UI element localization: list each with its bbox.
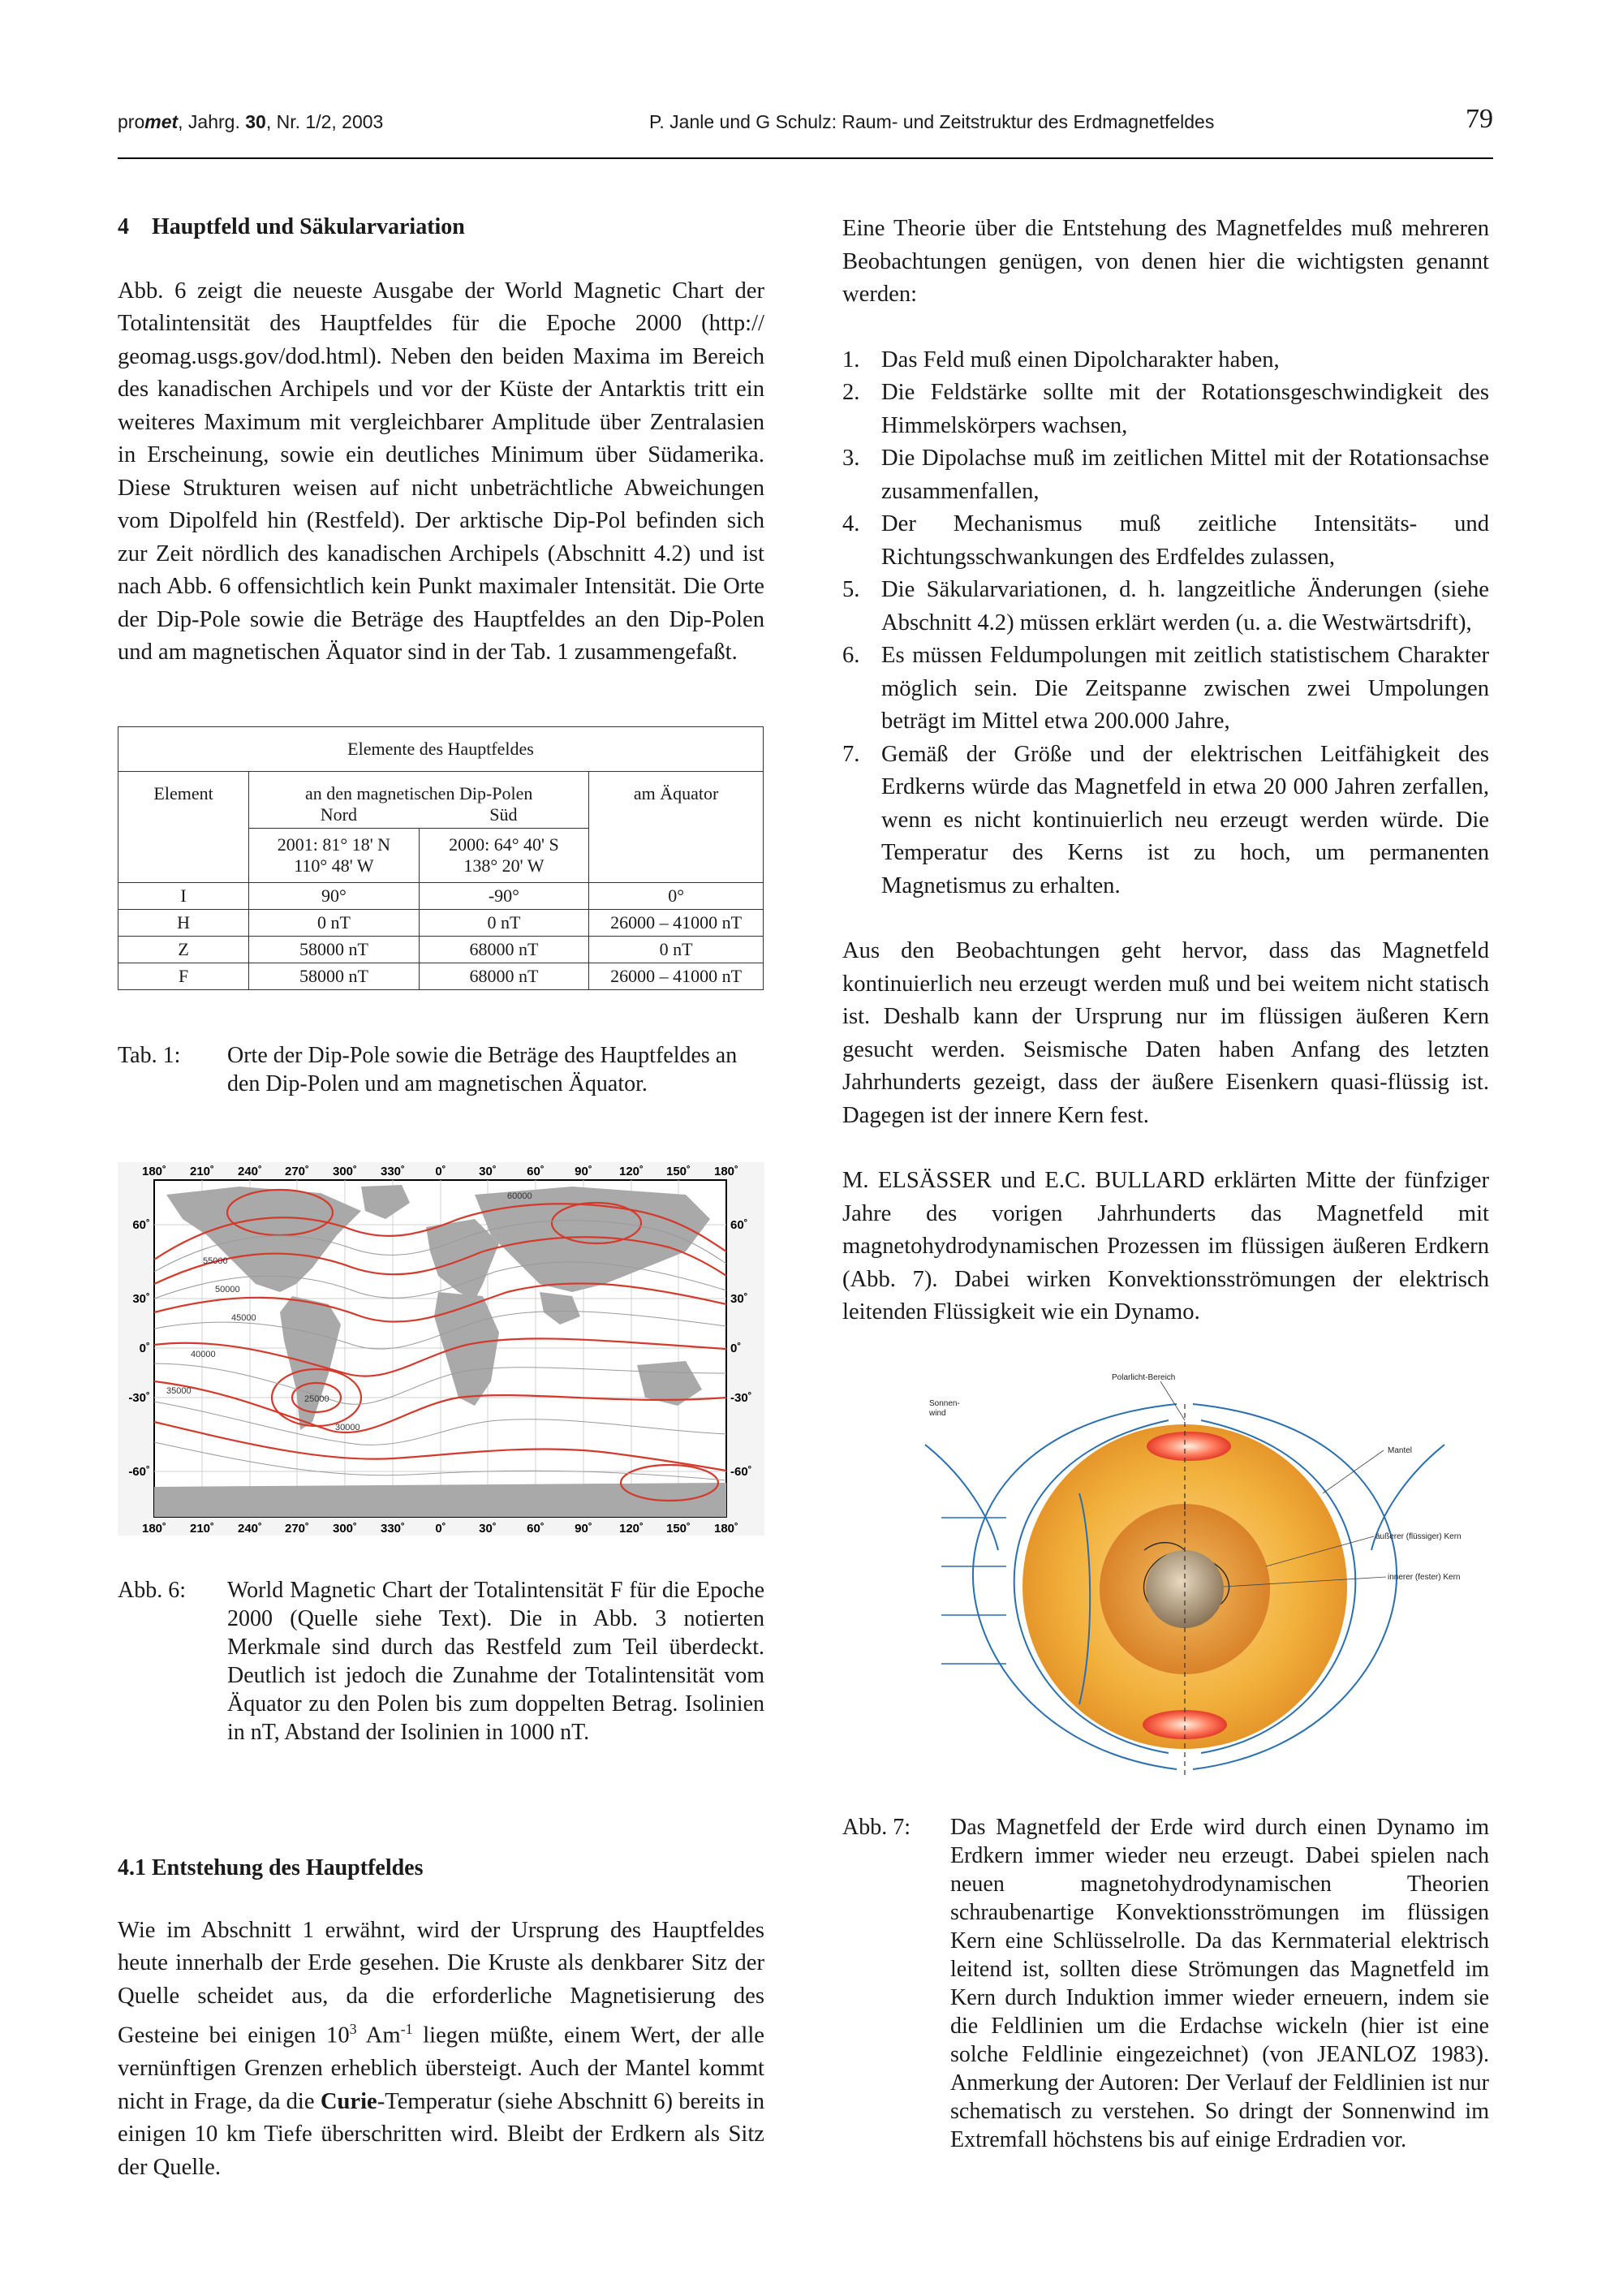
contour-label: 30000 [335, 1423, 360, 1432]
figure-6-caption: Abb. 6: World Magnetic Chart der Totalintensität F für die Epoche 2000 (Quelle siehe Text). Die in Abb. 3 notierten Merkmale sind durch das Restfeld zum Teil überdeckt. Deutlich ist jedoch die Zunahme der Totalintensität vom Äquator zu den Polen bis zum doppelten Betrag. Isolinien in nT, Abstand der Isolinien in 1000 nT. [118, 1578, 764, 1745]
list-item: 4. Der Mechanismus muß zeitliche Intensitäts- und Richtungsschwankungen des Erdfeldes zulassen, [842, 511, 1489, 570]
section-4-heading: 4 Hauptfeld und Säkularvariation [118, 214, 465, 239]
figure-7-caption: Abb. 7: Das Magnetfeld der Erde wird durch einen Dynamo im Erdkern immer wieder neu erzeugt. Dabei spielen nach neuen magnetohydrodynamischen Theorien schraubenartige Konvektionsströmungen im flüssigen Kern eine Schlüsselrolle. Da das Kernmaterial elektrisch leitend ist, sollten diese Strömungen das Magnetfeld im Kern durch Induktion immer wieder erneuern, indem sie die Feldlinien um die Erdachse wickeln (hier ist eine solche Feldlinie eingezeichnet) (von JEANLOZ 1983). Anmerkung der Autoren: Der Verlauf der Feldlinien ist nur schematisch zu verstehen. So dringt der Sonnenwind im Extremfall höchstens bis auf einige Erdradien vor. [842, 1815, 1489, 2152]
label-mantle: Mantel [1388, 1446, 1413, 1455]
section-4-paragraph: Abb. 6 zeigt die neueste Ausgabe der World Magnetic Chart der Totalintensität des Hauptfeldes für die Epoche 2000 (http:// geomag.usgs.gov/dod.html). Neben den beiden Maxima im Bereich des kanadischen Archipels und vor der Küste der Antarktis tritt ein weiteres Maximum mit vergleichbarer Amplitude über Zentralasien in Erscheinung, sowie ein deutliches Minimum über Südamerika. Diese Strukturen weisen auf nicht unbeträchtliche Abweichungen vom Dipolfeld hin (Restfeld). Der arktische Dip-Pol befinden sich zur Zeit nördlich des kanadischen Archipels (Abschnitt 4.2) und ist nach Abb. 6 offensichtlich kein Punkt maximaler Intensität. Die Orte der Dip-Pole sowie die Beträge des Hauptfeldes an den Dip-Polen und am magnetischen Äquator sind in der Tab. 1 zusammengefaßt. [118, 278, 764, 665]
inner-core [1146, 1550, 1224, 1628]
lon-label: 150˚ [665, 1522, 691, 1536]
lat-label: -60˚ [730, 1465, 752, 1479]
label-inner-core: innerer (fester) Kern [1388, 1573, 1461, 1582]
section-4-1 [118, 1852, 764, 2216]
lon-label: 120˚ [618, 1522, 644, 1536]
page-number: 79 [1466, 104, 1493, 134]
lat-label: 30˚ [730, 1292, 748, 1306]
lon-label: 60˚ [527, 1165, 545, 1178]
figure-6-magnetic-chart [118, 1162, 764, 1536]
contour-label: 40000 [191, 1350, 216, 1359]
lon-label: 90˚ [575, 1165, 592, 1178]
list-item: 5. Die Säkularvariationen, d. h. langzeitliche Änderungen (siehe Abschnitt 4.2) müssen erklärt werden (u. a. die Westwärtsdrift), [842, 577, 1489, 635]
lon-label: 210˚ [189, 1522, 215, 1536]
lat-label: 0˚ [139, 1342, 150, 1355]
section-4-1-paragraph: Wie im Abschnitt 1 erwähnt, wird der Ursprung des Hauptfeldes heute innerhalb der Erde gesehen. Die Kruste als denkbarer Sitz der Quelle scheidet aus, da die erforderliche Magnetisierung des Gesteine bei einigen $10^3$ $Am^{-1}$ liegen müßte, einem Wert, der alle vernünftigen Grenzen erheblich übersteigt. Auch der Mantel kommt nicht in Frage, da die Curie-Temperatur (siehe Abschnitt 6) bereits in einigen 10 km Tiefe überschritten wird. Bleibt der Erdkern als Sitz der Quelle. [118, 1917, 764, 2180]
lon-label: 270˚ [284, 1522, 310, 1536]
lon-label: 60˚ [527, 1522, 545, 1536]
lat-label: -60˚ [128, 1465, 150, 1479]
article-title: P. Janle und G Schulz: Raum- und Zeitstruktur des Erdmagnetfeldes [649, 111, 1215, 132]
table-row: H 0 nT 0 nT 26000 – 41000 nT [118, 910, 764, 937]
lon-label: 120˚ [618, 1165, 644, 1178]
aurora-north [1147, 1432, 1231, 1461]
table-1 [118, 726, 764, 990]
lat-label: 60˚ [730, 1218, 748, 1232]
list-item: 6. Es müssen Feldumpolungen mit zeitlich statistischem Charakter möglich sein. Die Zeitspanne zwischen zwei Umpolungen beträgt im Mittel etwa 200.000 Jahre, [842, 643, 1489, 734]
lon-label: 240˚ [237, 1522, 263, 1536]
dynamo-paragraph: M. ELSÄSSER und E.C. BULLARD erklärten Mitte der fünfziger Jahre des vorigen Jahrhunderts das Magnetfeld mit magnetohydrodynamischen Prozessen im flüssigen äußeren Erdkern (Abb. 7). Dabei wirken Konvektionsströmungen der elektrisch leitenden Flüssigkeit wie ein Dynamo. [842, 1168, 1489, 1325]
table-header-poles: an den magnetischen Dip-Polen Nord Süd [249, 772, 589, 829]
lon-label: 330˚ [380, 1165, 406, 1178]
table-row: F 58000 nT 68000 nT 26000 – 41000 nT [118, 963, 764, 990]
list-item: 1. Das Feld muß einen Dipolcharakter haben, [842, 347, 1280, 373]
list-item: 2. Die Feldstärke sollte mit der Rotationsgeschwindigkeit des Himmelskörpers wachsen, [842, 380, 1489, 438]
table-header-north: Nord [320, 804, 358, 825]
table-1-caption: Tab. 1: Orte der Dip-Pole sowie die Beträge des Hauptfeldes an den Dip-Polen und am magnetischen Äquator. [118, 1043, 738, 1096]
lon-label: 150˚ [665, 1165, 691, 1178]
lon-label: 300˚ [332, 1165, 358, 1178]
list-item: 7. Gemäß der Größe und der elektrischen Leitfähigkeit des Erdkerns würde das Magnetfeld in etwa 20 000 Jahren zerfallen, wenn es nicht kontinuierlich neu erzeugt werden würde. Die Temperatur des Kerns ist zu hoch, um permanenten Magnetismus zu erhalten. [842, 741, 1489, 898]
section-4-1-heading: 4.1 Entstehung des Hauptfeldes [118, 1855, 424, 1880]
table-header-south: Süd [489, 804, 518, 825]
lon-label: 30˚ [479, 1165, 497, 1178]
south-location: 2000: 64° 40' S 138° 20' W [419, 829, 589, 883]
label-polar: Polarlicht-Bereich [1112, 1373, 1176, 1382]
right-column [842, 213, 1489, 1362]
label-solar-wind: wind [929, 1409, 946, 1418]
lon-label: 180˚ [141, 1165, 167, 1178]
lon-label: 90˚ [575, 1522, 592, 1536]
observations-list [842, 344, 1489, 903]
lon-label: 30˚ [479, 1522, 497, 1536]
contour-label: 60000 [507, 1191, 532, 1201]
lon-label: 240˚ [237, 1165, 263, 1178]
lat-label: 60˚ [132, 1218, 150, 1232]
lon-label: 330˚ [380, 1522, 406, 1536]
north-location: 2001: 81° 18' N 110° 48' W [249, 829, 420, 883]
theory-intro: Eine Theorie über die Entstehung des Magnetfeldes muß mehreren Beobachtungen genügen, von denen hier die wichtigsten genannt werden: [842, 216, 1489, 307]
observations-conclusion: Aus den Beobachtungen geht hervor, dass das Magnetfeld kontinuierlich neu erzeugt werden muß und bei weitem nicht statisch ist. Deshalb kann der Ursprung nur im flüssigen äußeren Kern gesucht werden. Seismische Daten haben Anfang des letzten Jahrhunderts gezeigt, dass der äußere Eisenkern quasi-flüssig ist. Dagegen ist der innere Kern fest. [842, 938, 1489, 1128]
list-item: 3. Die Dipolachse muß im zeitlichen Mittel mit der Rotationsachse zusammenfallen, [842, 446, 1489, 504]
lon-label: 0˚ [435, 1165, 446, 1178]
table-title: Elemente des Hauptfeldes [118, 727, 764, 772]
contour-label: 55000 [203, 1256, 228, 1266]
contour-label: 45000 [231, 1313, 256, 1323]
lon-label: 180˚ [141, 1522, 167, 1536]
label-outer-core: äußerer (flüssiger) Kern [1375, 1532, 1462, 1541]
table-row: Z 58000 nT 68000 nT 0 nT [118, 937, 764, 963]
lon-label: 270˚ [284, 1165, 310, 1178]
lon-label: 210˚ [189, 1165, 215, 1178]
journal-info: promet, Jahrg. 30, Nr. 1/2, 2003 [118, 111, 384, 132]
label-solar-wind: Sonnen- [929, 1399, 960, 1408]
contour-label: 50000 [215, 1285, 240, 1294]
lon-label: 180˚ [713, 1165, 739, 1178]
lat-label: 0˚ [730, 1342, 742, 1355]
table-header-equator: am Äquator [589, 772, 764, 883]
contour-label: 35000 [166, 1386, 192, 1396]
table-header-element: Element [118, 772, 249, 883]
lon-label: 180˚ [713, 1522, 739, 1536]
header-rule [118, 157, 1493, 159]
table-row: I 90° -90° 0° [118, 883, 764, 910]
contour-label: 25000 [304, 1394, 329, 1404]
lon-label: 300˚ [332, 1522, 358, 1536]
figure-7-geodynamo [917, 1372, 1501, 1794]
lat-label: -30˚ [128, 1391, 150, 1405]
lat-label: -30˚ [730, 1391, 752, 1405]
lat-label: 30˚ [132, 1292, 150, 1306]
section-4 [118, 211, 764, 702]
lon-label: 0˚ [435, 1522, 446, 1536]
